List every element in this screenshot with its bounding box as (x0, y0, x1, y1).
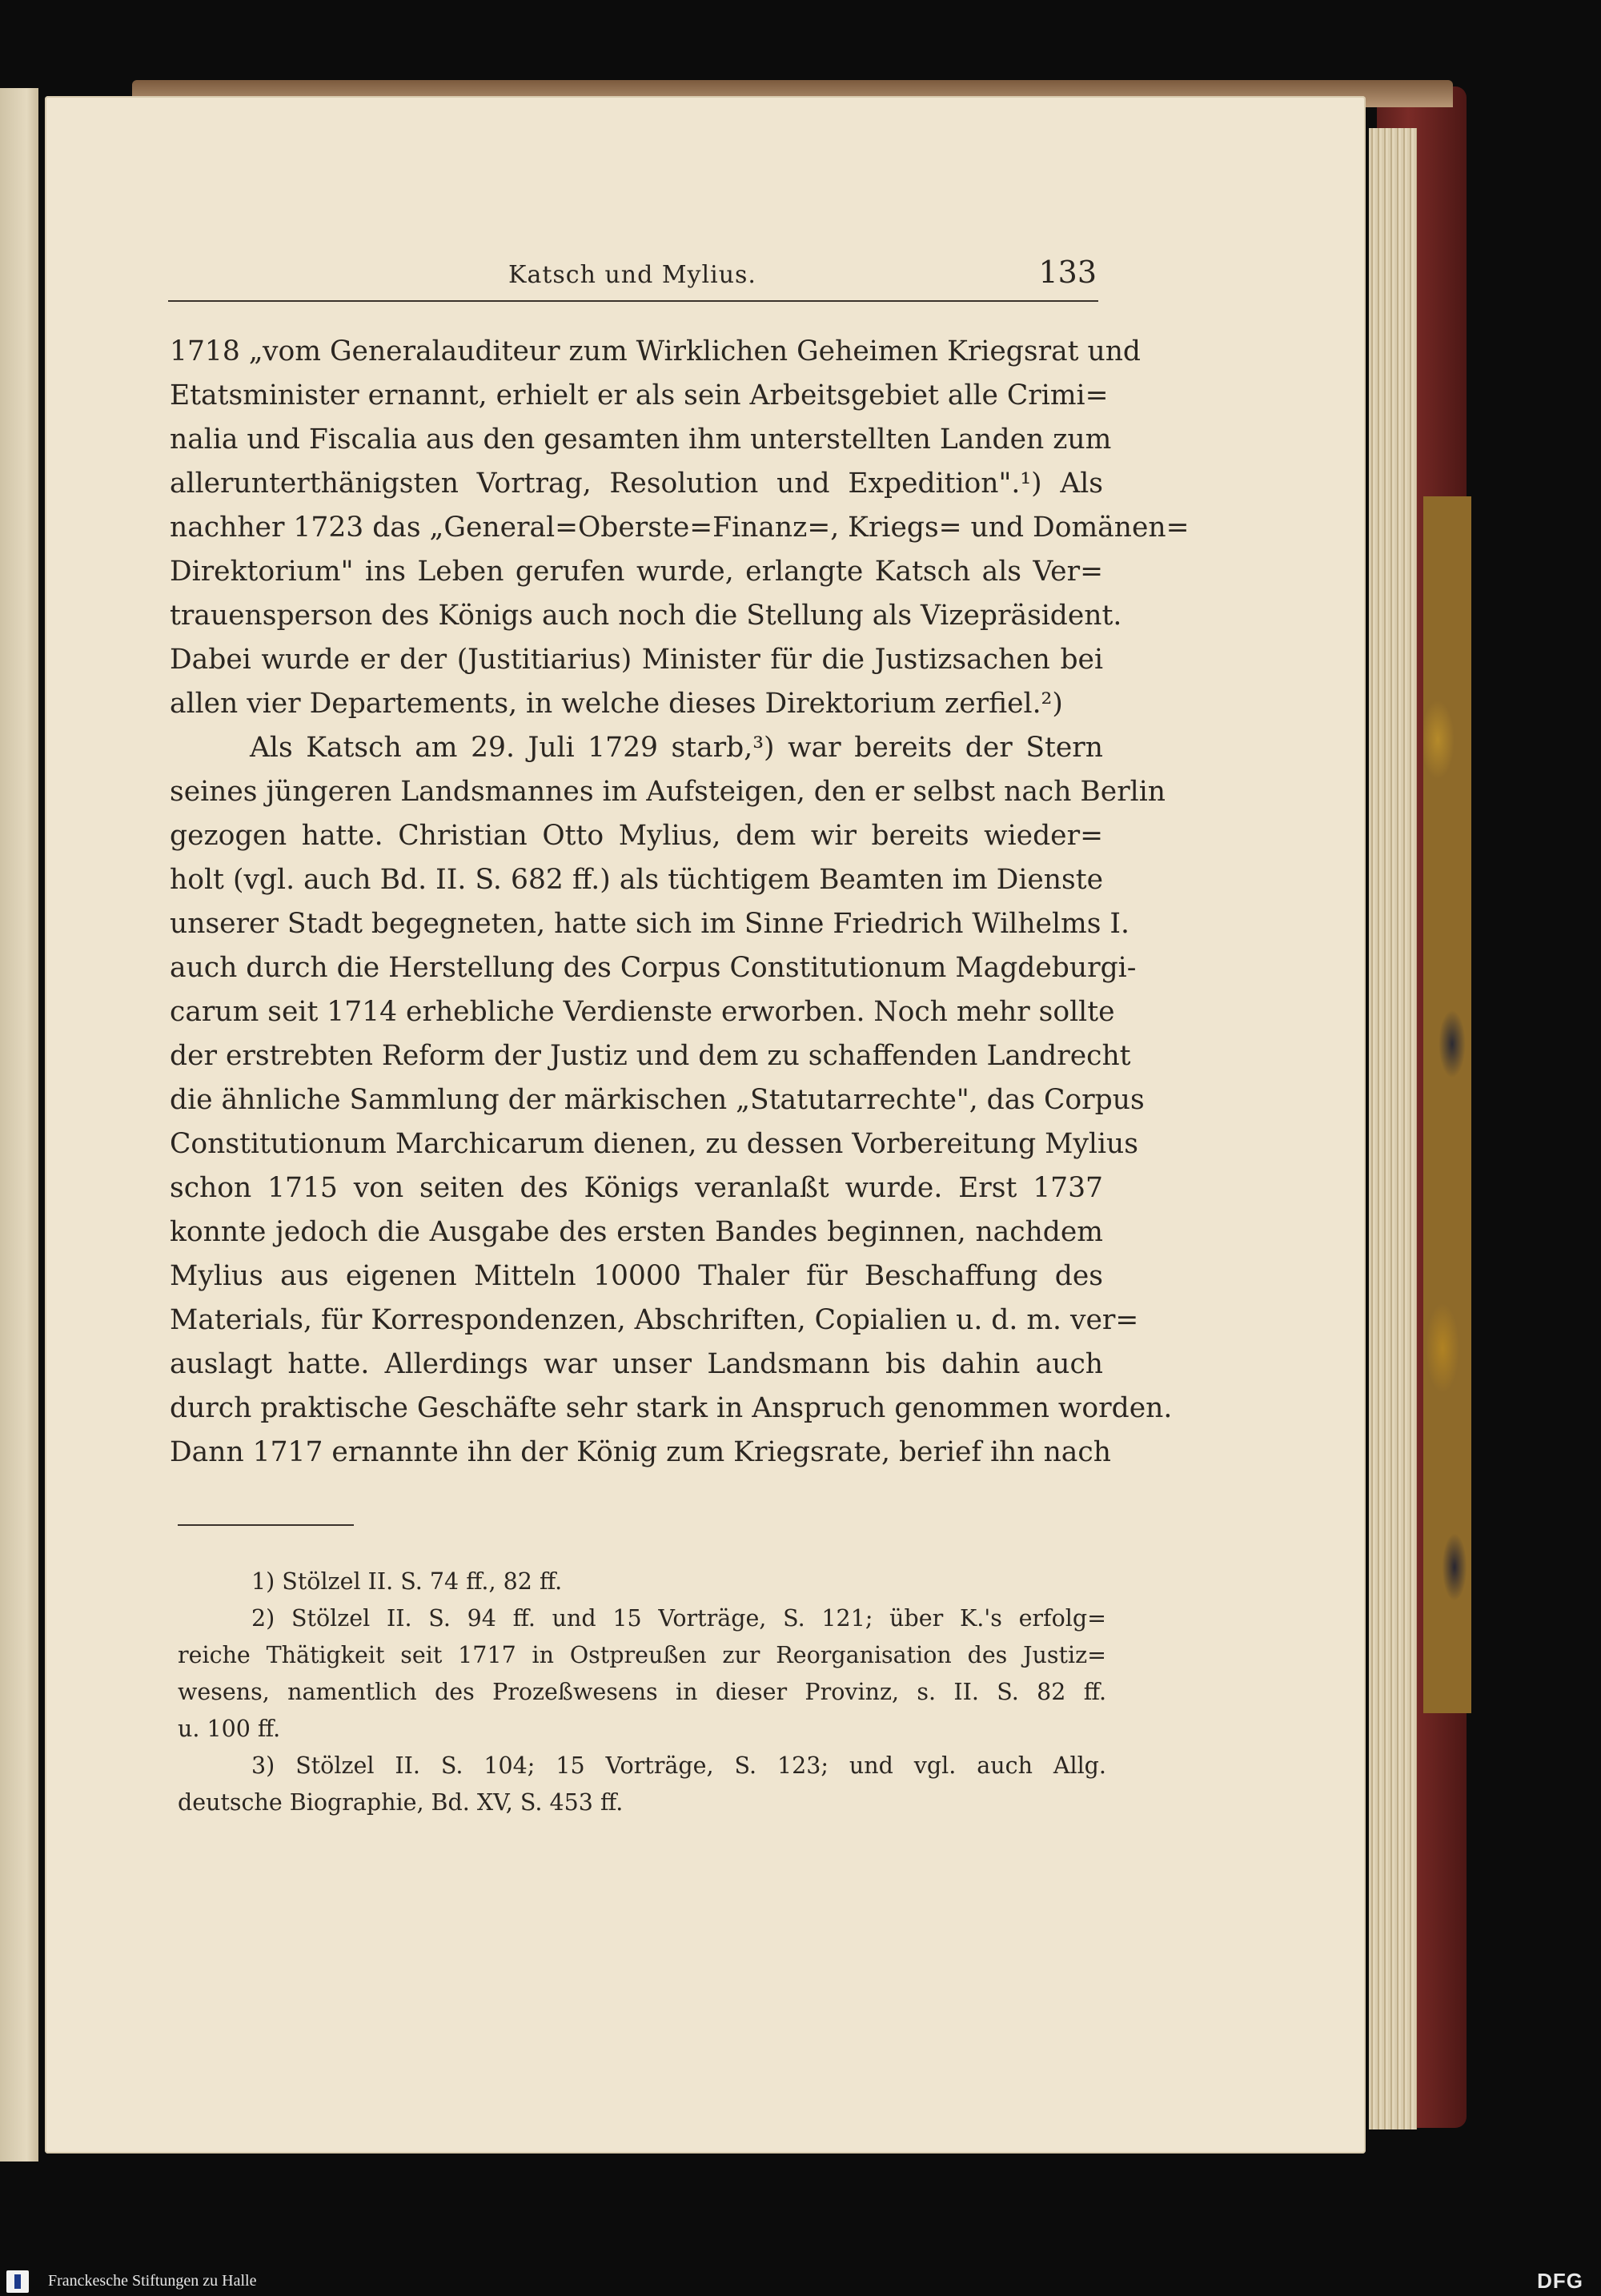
running-head-title: Katsch und Mylius. (508, 261, 756, 289)
viewer-footer (0, 2266, 1601, 2296)
footnote-line: u. 100 ff. (178, 1716, 281, 1742)
body-text (170, 330, 1190, 1475)
text-line: auch durch die Herstellung des Corpus Constitutionum Magdeburgi- (170, 952, 1137, 984)
text-line: nalia und Fiscalia aus den gesamten ihm unterstellten Landen zum (170, 423, 1112, 456)
text-line: die ähnliche Sammlung der märkischen „Statutarrechte", das Corpus (170, 1084, 1145, 1116)
footnote-rule (178, 1524, 354, 1526)
text-line: seines jüngeren Landsmannes im Aufsteigen, den er selbst nach Berlin (170, 776, 1166, 808)
text-line: trauensperson des Königs auch noch die Stellung als Vizepräsident. (170, 600, 1122, 632)
institution-logo-icon (6, 2270, 29, 2293)
page-block-edges (1369, 128, 1417, 2129)
footnote-line: 2) Stölzel II. S. 94 ff. und 15 Vorträge, S. 121; über K.'s erfolg= (251, 1605, 1106, 1632)
footnotes (178, 1563, 1106, 1821)
text-line: Dabei wurde er der (Justitiarius) Minister für die Justizsachen bei (170, 644, 1103, 676)
text-line: Materials, für Korrespondenzen, Abschriften, Copialien u. d. m. ver= (170, 1304, 1139, 1336)
text-line: gezogen hatte. Christian Otto Mylius, dem wir bereits wieder= (170, 820, 1103, 852)
footnote-line: wesens, namentlich des Prozeßwesens in dieser Provinz, s. II. S. 82 ff. (178, 1679, 1106, 1705)
header-rule (168, 300, 1098, 302)
page-number: 133 (1038, 255, 1097, 290)
text-line: Dann 1717 ernannte ihn der König zum Kriegsrate, berief ihn nach (170, 1436, 1111, 1468)
footnote-line: deutsche Biographie, Bd. XV, S. 453 ff. (178, 1789, 624, 1816)
text-line: schon 1715 von seiten des Königs veranlaßt wurde. Erst 1737 (170, 1172, 1103, 1204)
marbled-cover-paper (1423, 496, 1471, 1713)
text-line: Etatsminister ernannt, erhielt er als sein Arbeitsgebiet alle Crimi= (170, 379, 1109, 411)
running-head (168, 255, 1097, 303)
footnote-line: reiche Thätigkeit seit 1717 in Ostpreußen zur Reorganisation des Justiz= (178, 1642, 1106, 1668)
text-line: Mylius aus eigenen Mitteln 10000 Thaler für Beschaffung des (170, 1260, 1103, 1292)
footnote-line: 3) Stölzel II. S. 104; 15 Vorträge, S. 123; und vgl. auch Allg. (251, 1752, 1106, 1779)
text-line: konnte jedoch die Ausgabe des ersten Bandes beginnen, nachdem (170, 1216, 1103, 1248)
text-line: 1718 „vom Generalauditeur zum Wirklichen Geheimen Kriegsrat und (170, 335, 1142, 367)
text-line: allen vier Departements, in welche dieses Direktorium zerfiel.²) (170, 688, 1063, 720)
text-line: Als Katsch am 29. Juli 1729 starb,³) war bereits der Stern (250, 732, 1103, 764)
text-line: der erstrebten Reform der Justiz und dem zu schaffenden Landrecht (170, 1040, 1131, 1072)
footnote-line: 1) Stölzel II. S. 74 ff., 82 ff. (251, 1568, 563, 1595)
adjacent-page-edge (0, 88, 38, 2162)
institution-name: Franckesche Stiftungen zu Halle (48, 2272, 257, 2290)
text-line: unserer Stadt begegneten, hatte sich im Sinne Friedrich Wilhelms I. (170, 908, 1130, 940)
text-line: holt (vgl. auch Bd. II. S. 682 ff.) als tüchtigem Beamten im Dienste (170, 864, 1103, 896)
text-line: nachher 1723 das „General=Oberste=Finanz=, Kriegs= und Domänen= (170, 512, 1190, 544)
text-line: carum seit 1714 erhebliche Verdienste erworben. Noch mehr sollte (170, 996, 1115, 1028)
text-line: auslagt hatte. Allerdings war unser Landsmann bis dahin auch (170, 1348, 1103, 1380)
dfg-logo: DFG (1537, 2269, 1583, 2293)
text-line: allerunterthänigsten Vortrag, Resolution und Expedition".¹) Als (170, 468, 1103, 500)
text-line: Direktorium" ins Leben gerufen wurde, erlangte Katsch als Ver= (170, 556, 1103, 588)
text-line: durch praktische Geschäfte sehr stark in Anspruch genommen worden. (170, 1392, 1173, 1424)
text-line: Constitutionum Marchicarum dienen, zu dessen Vorbereitung Mylius (170, 1128, 1138, 1160)
